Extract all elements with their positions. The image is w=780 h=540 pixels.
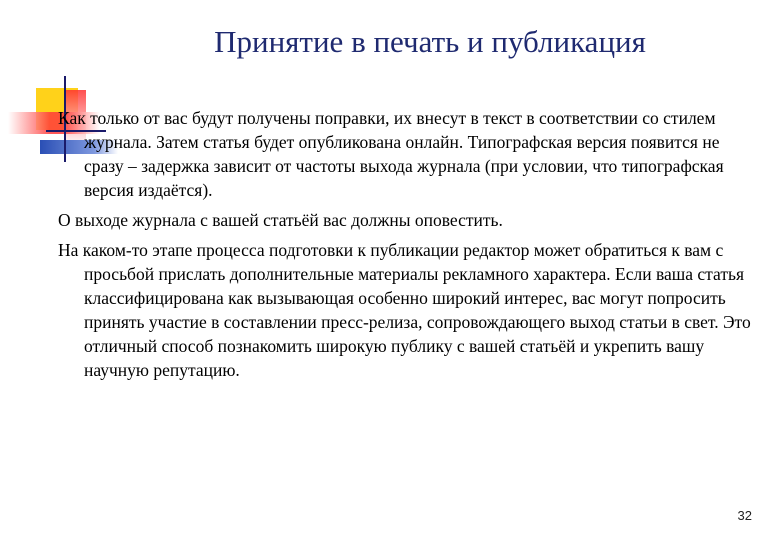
slide-body bbox=[58, 106, 758, 388]
paragraph-promotion: На каком-то этапе процесса подготовки к публикации редактор может обратиться к вам с просьбой прислать дополнительные материалы рекламного характера. Если ваша статья классифицирована как вызывающая особенно широкий интерес, вас могут попросить принять участие в составлении пресс-релиза, сопровождающего выход статьи в свет. Это отличный способ познакомить широкую публику с вашей статьёй и укрепить вашу научную репутацию. bbox=[58, 240, 751, 380]
paragraph-notification: О выходе журнала с вашей статьёй вас должны оповестить. bbox=[58, 210, 503, 230]
slide-title: Принятие в печать и публикация bbox=[214, 24, 646, 59]
page-number: 32 bbox=[737, 508, 752, 523]
paragraph-corrections: Как только от вас будут получены поправки, их внесут в текст в соответствии со стилем журнала. Затем статья будет опубликована онлайн. Типографская версия появится не сразу – задержка зависит от частоты выхода журнала (при условии, что типографская версия издаётся). bbox=[58, 108, 724, 200]
